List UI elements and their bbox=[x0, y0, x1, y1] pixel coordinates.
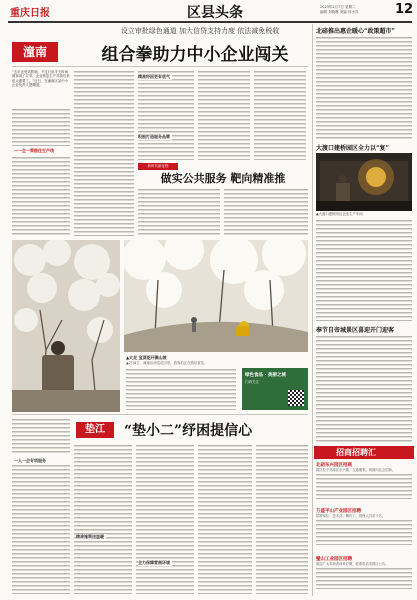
masthead-logo: 重庆日报 bbox=[10, 8, 50, 19]
bottom-col2-body bbox=[74, 444, 132, 594]
headline-rule bbox=[12, 66, 308, 67]
photo-factory-image bbox=[316, 153, 412, 211]
side-heading-precise: 精准纾困更有底气 bbox=[138, 74, 170, 79]
photo-caption-a: ▲大足 宝顶花开满山坡 bbox=[126, 355, 167, 360]
top-story-col5-body bbox=[254, 70, 306, 160]
middle-story-body-b bbox=[224, 188, 308, 236]
green-ad-box bbox=[242, 368, 308, 410]
factory-photo-caption: ▲大渡口建桥园区企业生产车间 bbox=[316, 212, 363, 216]
bottom-story-headline: “垫小二”纾困提信心 bbox=[124, 423, 253, 439]
ad-title: 绿色食品 · 美丽之城 bbox=[245, 373, 286, 378]
notice-item-text: 招聘岗位：技术员、操作工、管理人员若干名。 bbox=[316, 514, 386, 518]
notice-item-1 bbox=[316, 462, 412, 499]
right-headline-2: 大渡口建桥园区全力以“复” bbox=[316, 145, 389, 152]
notice-item-3 bbox=[316, 556, 412, 589]
masthead-date: 2023年2月7日 星期二 bbox=[320, 5, 356, 9]
right-story-1-body bbox=[316, 36, 412, 140]
ad-sub: 扫码关注 bbox=[245, 380, 259, 384]
district-badge-dianjiang: 垫江 bbox=[76, 422, 114, 438]
notice-item-text: 欢迎广大求职者前来应聘，联系电话见园区公告。 bbox=[316, 562, 389, 566]
bottom-section-rule bbox=[12, 414, 308, 415]
right-headline-3: 奉节自帝城景区喜迎开门迎客 bbox=[316, 327, 395, 334]
notice-title: 招商招聘汇 bbox=[336, 447, 376, 457]
page-number: 12 bbox=[395, 2, 414, 17]
top-story-col2-body bbox=[74, 70, 134, 236]
side-heading-one-firm: —一企一策稳住生产线 bbox=[14, 148, 54, 153]
right-column-divider bbox=[312, 24, 313, 596]
notice-item-body bbox=[316, 567, 412, 589]
masthead-rule bbox=[8, 21, 412, 23]
bottom-side-heading-2: 精准施策送温暖 bbox=[76, 534, 104, 539]
middle-story-headline: 做实公共服务 靶向精准推 bbox=[160, 172, 286, 185]
bottom-side-heading: 一人一企专项服务 bbox=[14, 458, 46, 463]
notice-item-2 bbox=[316, 508, 412, 545]
notice-item-text: 园区位于北碚区东兴镇，交通便利，现面向社会招商。 bbox=[316, 468, 396, 472]
bottom-col4-body bbox=[198, 444, 252, 594]
section-title: 区县头条 bbox=[187, 5, 243, 21]
photo-factory bbox=[316, 153, 412, 211]
notice-item-body bbox=[316, 473, 412, 499]
photo-caption-body bbox=[126, 368, 236, 410]
photo-flowers-right-image bbox=[124, 240, 308, 352]
notice-item-title: 北碚东兴园区招商 bbox=[316, 463, 352, 468]
right-story-2-body bbox=[316, 219, 412, 321]
district-badge-tongnan: 潼南 bbox=[12, 42, 58, 62]
notice-item-body bbox=[316, 519, 412, 545]
top-story-subhead: 设立审批绿色通道 加大信贷支持力度 依法减免税收 bbox=[120, 27, 280, 35]
photo-caption-b: ▲2月8日，潼南区油菜花田里，游客们正在游玩赏花。 bbox=[126, 361, 208, 365]
ad-qr-code bbox=[288, 390, 304, 406]
right-headline-1: 北碚推出惠企暖心“政策超市” bbox=[316, 28, 395, 35]
right-story-3-body bbox=[316, 335, 412, 443]
top-story-col4-body bbox=[198, 70, 250, 160]
top-story-col1-body bbox=[12, 156, 70, 236]
top-story-lead: “去年也受到影响，不过只用半天时间就拿到了订单，企业恢复生产对我们来说太重要了。”近日，在潼南区某中小企业负责人感慨道。 bbox=[12, 70, 70, 88]
top-story-headline: 组合拳助力中小企业闯关 bbox=[101, 45, 289, 65]
photo-flowers-left bbox=[12, 240, 120, 412]
bottom-lead-body bbox=[12, 418, 70, 454]
side-heading-brand: 积极打造服务品牌 bbox=[138, 134, 170, 139]
masthead-editors: 编辑 刘晓琳 美编 何小洋 bbox=[320, 10, 359, 14]
middle-story-tag: 新时代新征程 bbox=[138, 163, 178, 170]
middle-story-body-a bbox=[138, 188, 220, 236]
notice-item-title: 璧山工业园区招聘 bbox=[316, 557, 352, 562]
top-story-col3-body bbox=[138, 70, 194, 160]
top-story-lead-body bbox=[12, 108, 70, 146]
photo-flowers-right bbox=[124, 240, 308, 352]
photo-flowers-left-image bbox=[12, 240, 120, 412]
bottom-col1-body bbox=[12, 464, 70, 594]
notice-item-title: 万盛平山产业园区招聘 bbox=[316, 509, 361, 514]
bottom-col3-body bbox=[136, 444, 194, 594]
bottom-side-heading-3: 全力保障营商环境 bbox=[138, 560, 170, 565]
notice-header bbox=[314, 446, 414, 459]
bottom-col5-body bbox=[256, 444, 308, 594]
